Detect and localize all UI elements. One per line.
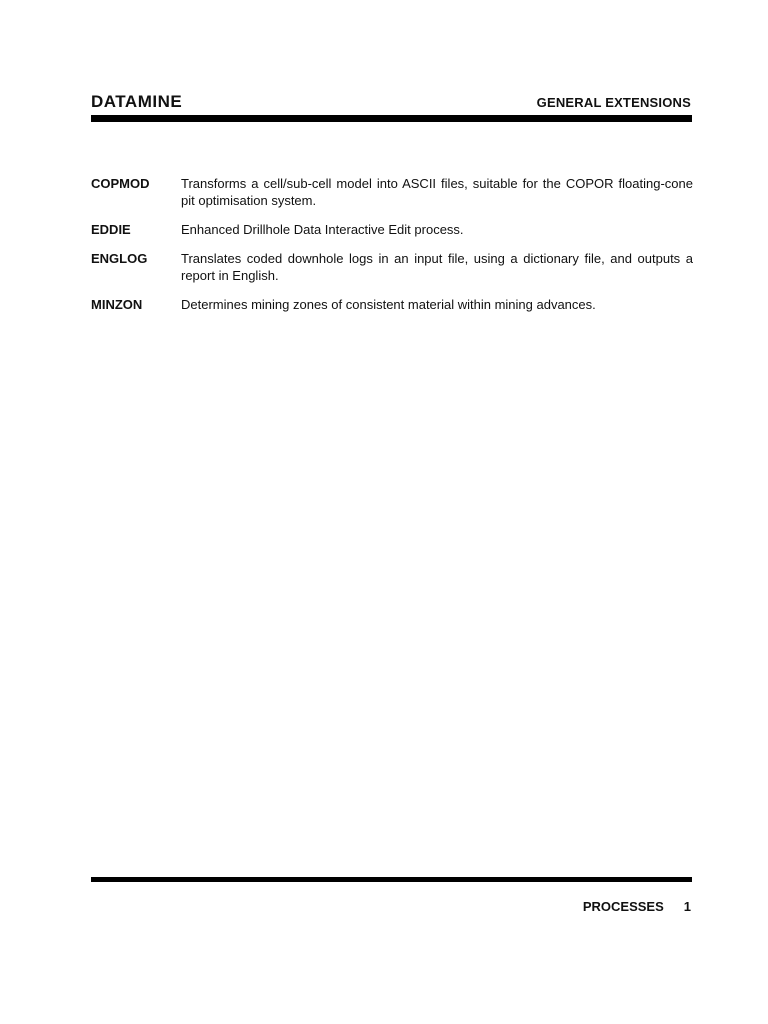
process-entry-minzon	[91, 296, 693, 313]
page-number: 1	[683, 899, 691, 914]
process-name: ENGLOG	[91, 251, 148, 266]
process-entry-eddie	[91, 221, 693, 238]
brand-title: DATAMINE	[91, 92, 183, 111]
footer-rule	[91, 877, 692, 882]
process-name: EDDIE	[91, 222, 131, 237]
process-list	[91, 175, 693, 325]
process-description: Determines mining zones of consistent material within mining advances.	[181, 297, 596, 312]
process-entry-copmod	[91, 175, 693, 209]
footer-label: PROCESSES	[582, 899, 664, 914]
header-rule	[91, 115, 692, 122]
page-footer	[583, 899, 691, 914]
process-description: Transforms a cell/sub-cell model into ASCII files, suitable for the COPOR floating-cone pit optimisation system.	[181, 176, 693, 208]
section-title: GENERAL EXTENSIONS	[536, 95, 691, 110]
process-name: MINZON	[91, 297, 143, 312]
process-description: Translates coded downhole logs in an input file, using a dictionary file, and outputs a report in English.	[181, 251, 693, 283]
process-name: COPMOD	[91, 176, 150, 191]
page-header	[91, 92, 691, 116]
process-entry-englog	[91, 250, 693, 284]
process-description: Enhanced Drillhole Data Interactive Edit process.	[181, 222, 464, 237]
